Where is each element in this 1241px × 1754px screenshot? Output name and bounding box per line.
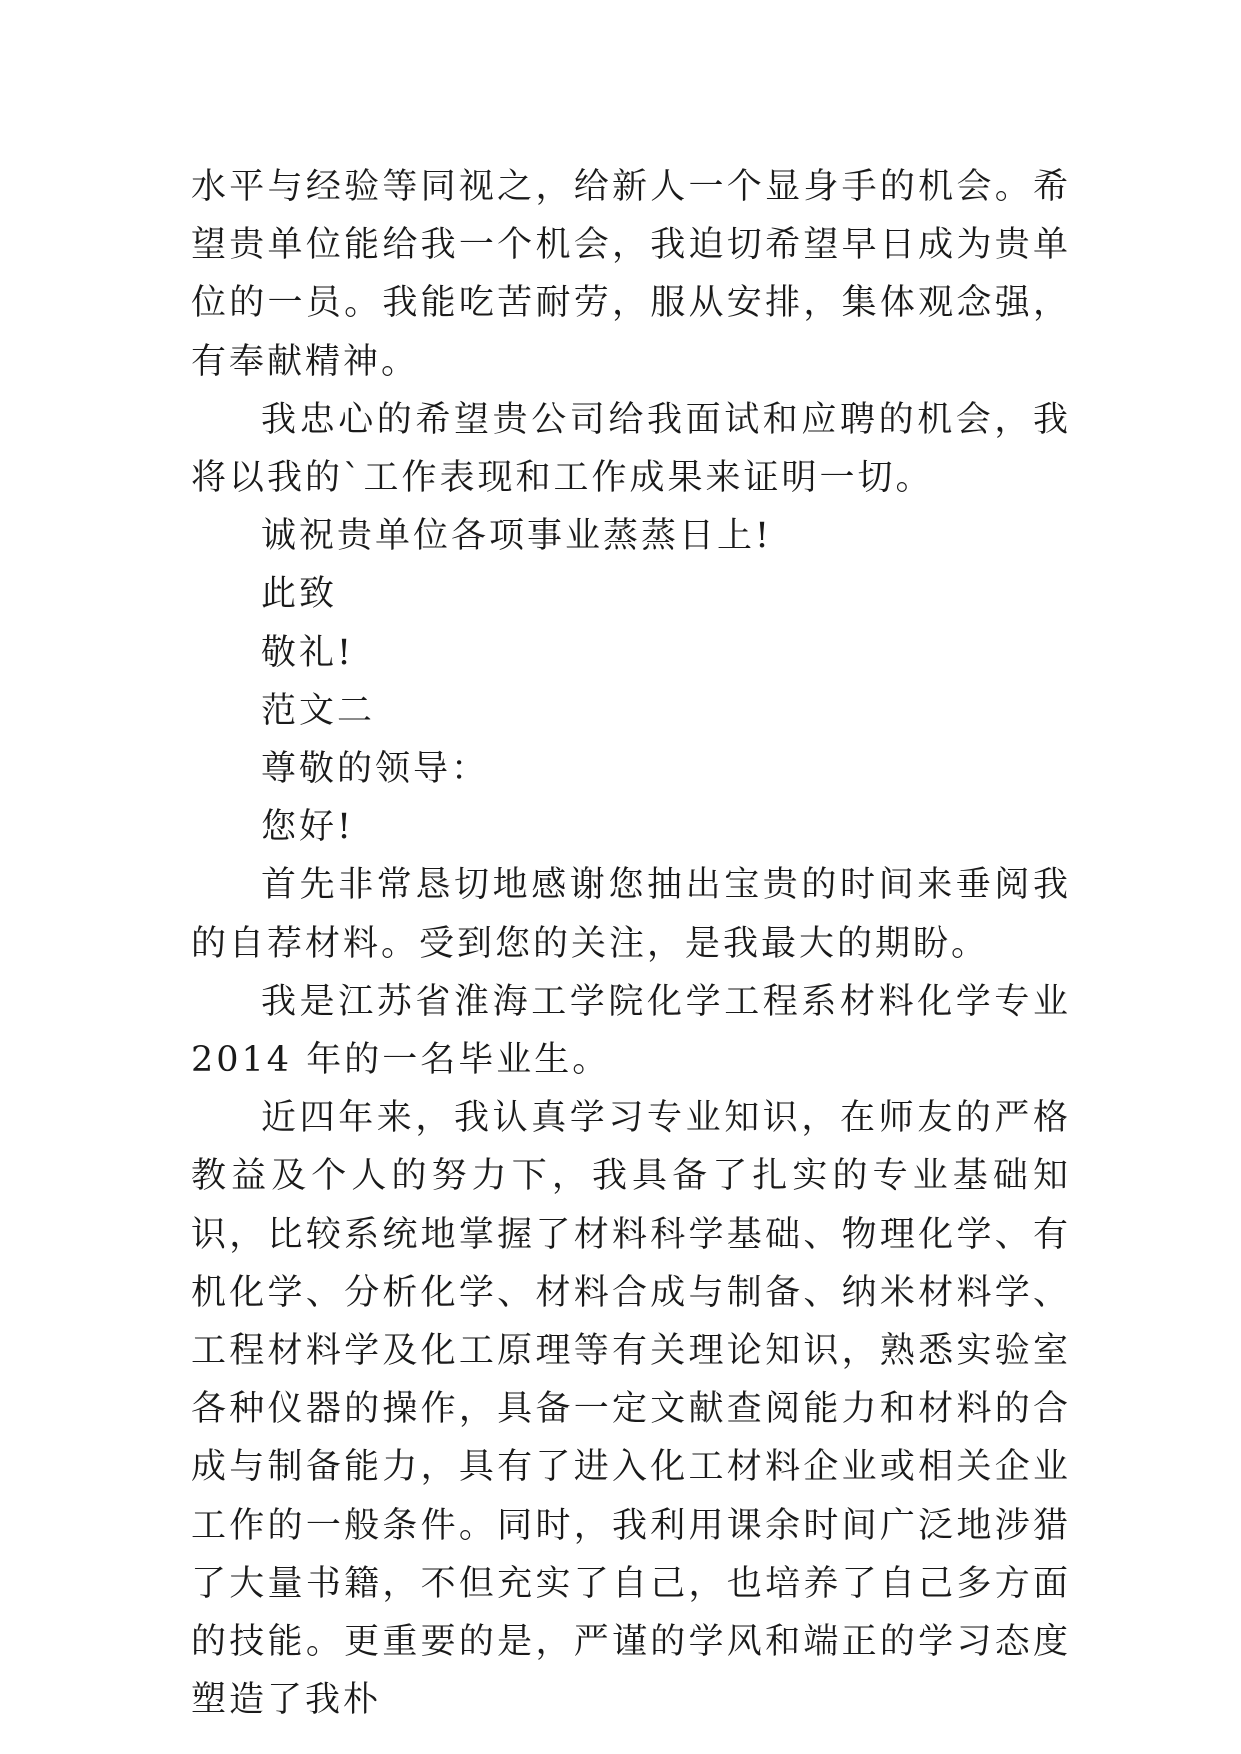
greeting-hello: 您好! [261,807,355,848]
closing-salutation: 此致 [261,574,338,615]
closing-regards: 敬礼! [261,632,355,673]
greeting-addressee: 尊敬的领导： [261,749,490,790]
paragraph-wishes: 诚祝贵单位各项事业蒸蒸日上! [261,516,773,557]
paragraph-interview-request: 我忠心的希望贵公司给我面试和应聘的机会，我将以我的`工作表现和工作成果来证明一切。 [191,399,1071,499]
paragraph-continuation: 水平与经验等同视之，给新人一个显身手的机会。希望贵单位能给我一个机会，我迫切希望早日成为贵单位的一员。我能吃苦耐劳，服从安排，集体观念强，有奉献精神。 [191,167,1071,382]
paragraph-studies: 近四年来，我认真学习专业知识，在师友的严格教益及个人的努力下，我具备了扎实的专业基础知识，比较系统地掌握了材料科学基础、物理化学、有机化学、分析化学、材料合成与制备、纳米材料学、工程材料学及化工原理等有关理论知识，熟悉实验室各种仪器的操作，具备一定文献查阅能力和材料的合成与制备能力，具有了进入化工材料企业或相关企业工作的一般条件。同时，我利用课余时间广泛地涉猎了大量书籍，不但充实了自己，也培养了自己多方面的技能。更重要的是，严谨的学风和端正的学习态度塑造了我朴 [191,1098,1071,1721]
paragraph-introduction: 我是江苏省淮海工学院化学工程系材料化学专业 2014 年的一名毕业生。 [191,981,1086,1081]
paragraph-thanks: 首先非常恳切地感谢您抽出宝贵的时间来垂阅我的自荐材料。受到您的关注，是我最大的期盼。 [191,865,1071,964]
section-heading: 范文二 [261,690,376,731]
document-body [191,158,1086,1729]
